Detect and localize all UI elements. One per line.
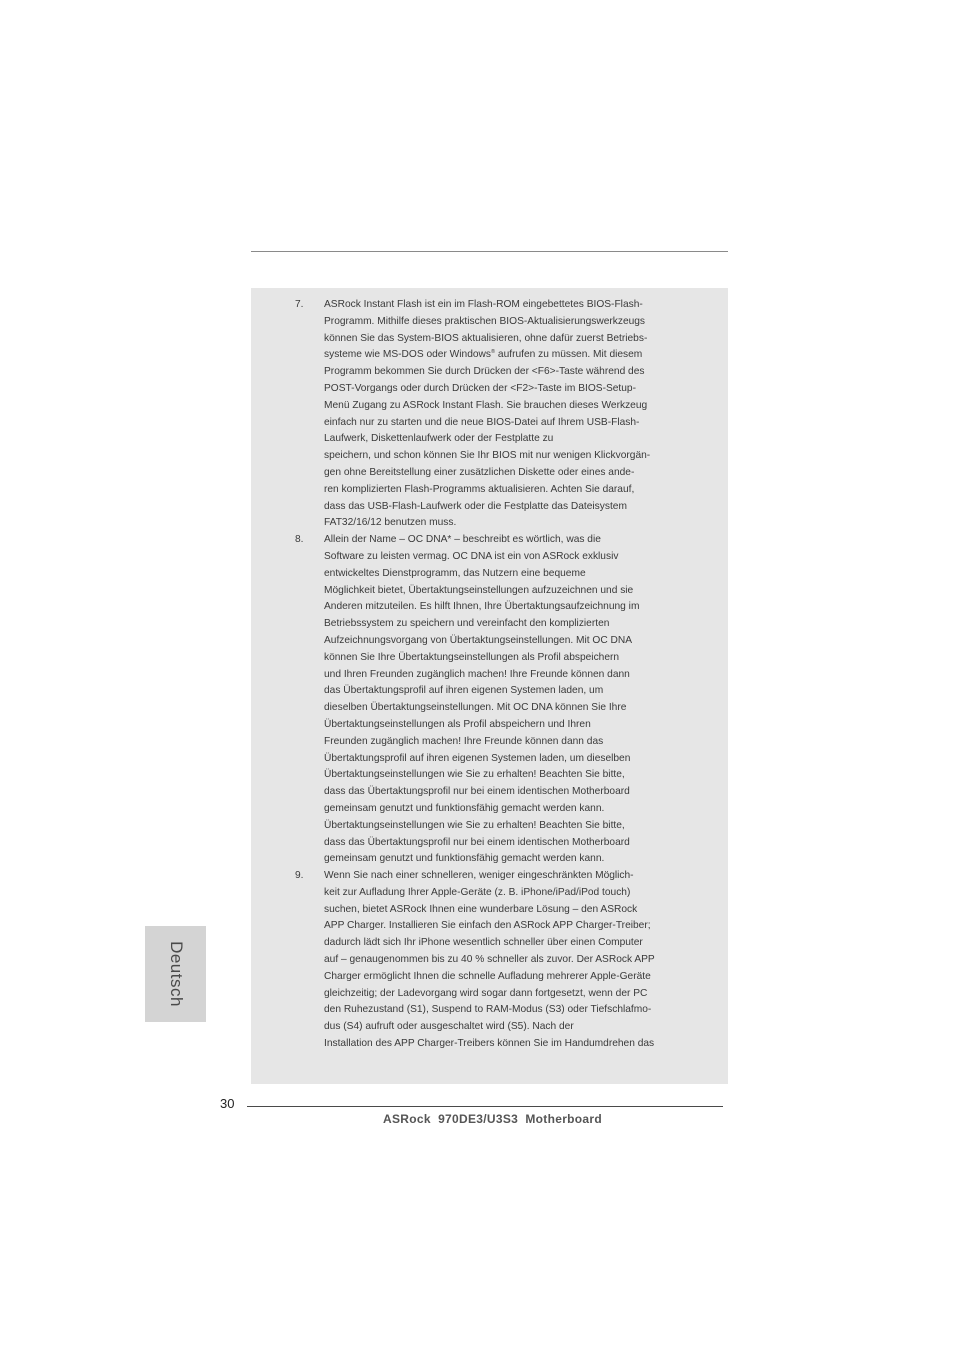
text-line <box>324 415 700 432</box>
text-line-content: und Ihren Freunden zugänglich machen! Ihre Freunde können dann <box>324 668 630 680</box>
list-item-text <box>324 868 700 1053</box>
text-line-content: auf – genaugenommen bis zu 40 % schneller als zuvor. Der ASRock APP <box>324 954 655 966</box>
text-line <box>324 650 700 667</box>
text-line-content: Menü Zugang zu ASRock Instant Flash. Sie brauchen dieses Werkzeug <box>324 399 648 411</box>
text-line-content: Betriebssystem zu speichern und vereinfacht den komplizierten <box>324 618 610 630</box>
list-item-text <box>324 297 700 532</box>
text-line <box>324 751 700 768</box>
text-line-content: Programm bekommen Sie durch Drücken der <F6>-Taste während des <box>324 366 645 378</box>
text-line-content: Installation des APP Charger-Treibers können Sie im Handumdrehen das <box>324 1038 655 1050</box>
text-line <box>324 667 700 684</box>
text-line-content: Möglichkeit bietet, Übertaktungseinstellungen aufzuzeichnen und sie <box>324 584 634 596</box>
text-line-content: Allein der Name – OC DNA* – beschreibt es wörtlich, was die <box>324 534 601 546</box>
list-item-number: 9. <box>295 870 304 882</box>
text-line-content: dadurch lädt sich Ihr iPhone wesentlich schneller über einen Computer <box>324 937 643 949</box>
text-line-content: APP Charger. Installieren Sie einfach den ASRock APP Charger-Treiber; <box>324 920 651 932</box>
text-line <box>324 599 700 616</box>
text-line <box>324 902 700 919</box>
text-line-content: suchen, bietet ASRock Ihnen eine wunderbare Lösung – den ASRock <box>324 903 638 915</box>
text-line-content: können Sie Ihre Übertaktungseinstellungen als Profil abspeichern <box>324 651 620 663</box>
language-tab <box>145 926 206 1022</box>
top-rule <box>251 251 728 252</box>
text-line <box>324 767 700 784</box>
text-line <box>324 1019 700 1036</box>
text-line-content: systeme wie MS-DOS oder Windows <box>324 349 492 361</box>
text-line-content: können Sie das System-BIOS aktualisieren, ohne dafür zuerst Betriebs- <box>324 332 648 344</box>
text-line <box>324 364 700 381</box>
text-line <box>324 347 700 364</box>
list-item <box>290 868 700 1053</box>
text-line-content: Übertaktungseinstellungen wie Sie zu erhalten! Beachten Sie bitte, <box>324 819 625 831</box>
text-line <box>324 801 700 818</box>
text-line-content: dass das Übertaktungsprofil nur bei einem identischen Motherboard <box>324 836 630 848</box>
text-line <box>324 616 700 633</box>
text-line-content: ASRock Instant Flash ist ein im Flash-ROM eingebettetes BIOS-Flash- <box>324 299 643 310</box>
text-line-content: Übertaktungsprofil auf ihren eigenen Systemen laden, um dieselben <box>324 752 631 764</box>
text-line-content: Wenn Sie nach einer schnelleren, weniger eingeschränkten Möglich- <box>324 870 634 882</box>
text-line <box>324 734 700 751</box>
text-line <box>324 331 700 348</box>
text-line-content: Freunden zugänglich machen! Ihre Freunde können dann das <box>324 735 604 747</box>
text-line <box>324 448 700 465</box>
text-line <box>324 1036 700 1053</box>
text-line-tail: aufrufen zu müssen. Mit diesem <box>495 349 643 361</box>
text-line-content: dus (S4) aufruft oder ausgeschaltet wird (S5). Nach der <box>324 1021 574 1033</box>
text-line <box>324 314 700 331</box>
registered-mark: ® <box>491 349 496 356</box>
text-line-content: gemeinsam genutzt und funktionsfähig gemacht werden kann. <box>324 853 605 865</box>
text-line-content: Charger ermöglicht Ihnen die schnelle Aufladung mehrerer Apple-Geräte <box>324 970 651 982</box>
text-line <box>324 818 700 835</box>
list-item <box>290 532 700 868</box>
text-line <box>324 851 700 868</box>
text-line <box>324 297 700 314</box>
text-line-content: ren komplizierten Flash-Programms aktualisieren. Achten Sie darauf, <box>324 483 635 495</box>
text-line-content: Übertaktungseinstellungen wie Sie zu erhalten! Beachten Sie bitte, <box>324 769 625 781</box>
text-line-content: keit zur Aufladung Ihrer Apple-Geräte (z. B. iPhone/iPad/iPod touch) <box>324 886 631 898</box>
language-tab-label: Deutsch <box>166 941 186 1007</box>
text-line <box>324 532 700 549</box>
text-line <box>324 465 700 482</box>
text-line <box>324 381 700 398</box>
text-line-content: Programm. Mithilfe dieses praktischen BIOS-Aktualisierungswerkzeugs <box>324 315 646 327</box>
text-line <box>324 935 700 952</box>
text-line <box>324 868 700 885</box>
text-line-content: Laufwerk, Diskettenlaufwerk oder der Festplatte zu <box>324 433 554 445</box>
text-line <box>324 549 700 566</box>
text-line <box>324 918 700 935</box>
list-item-number: 7. <box>295 299 304 310</box>
text-line-content: Anderen mitzuteilen. Es hilft Ihnen, Ihre Übertaktungsaufzeichnung im <box>324 601 640 613</box>
text-line-content: das Übertaktungsprofil auf ihren eigenen Systemen laden, um <box>324 685 604 697</box>
text-line-content: Aufzeichnungsvorgang von Übertaktungseinstellungen. Mit OC DNA <box>324 634 633 646</box>
text-line-content: FAT32/16/12 benutzen muss. <box>324 517 457 529</box>
footer-rule <box>247 1106 723 1107</box>
text-line <box>324 515 700 532</box>
text-line <box>324 784 700 801</box>
list-item-text <box>324 532 700 868</box>
text-line-content: gen ohne Bereitstellung einer zusätzlichen Diskette oder eines ande- <box>324 466 635 478</box>
list-item <box>290 297 700 532</box>
text-line-content: den Ruhezustand (S1), Suspend to RAM-Modus (S3) oder Tiefschlafmo- <box>324 1004 652 1016</box>
text-line <box>324 482 700 499</box>
text-line-content: entwickeltes Dienstprogramm, das Nutzern eine bequeme <box>324 567 586 579</box>
text-line <box>324 700 700 717</box>
text-line <box>324 986 700 1003</box>
text-line-content: dass das USB-Flash-Laufwerk oder die Festplatte das Dateisystem <box>324 500 627 512</box>
numbered-list <box>290 297 700 1053</box>
text-line <box>324 583 700 600</box>
text-line-content: gemeinsam genutzt und funktionsfähig gemacht werden kann. <box>324 802 605 814</box>
text-line <box>324 717 700 734</box>
text-line-content: einfach nur zu starten und die neue BIOS-Datei auf Ihrem USB-Flash- <box>324 416 640 428</box>
text-line-content: Übertaktungseinstellungen als Profil abspeichern und Ihren <box>324 718 591 730</box>
text-line <box>324 398 700 415</box>
text-line <box>324 835 700 852</box>
text-line-content: gleichzeitig; der Ladevorgang wird sogar dann fortgesetzt, wenn der PC <box>324 987 648 999</box>
text-line-content: speichern, und schon können Sie Ihr BIOS mit nur wenigen Klickvorgän- <box>324 450 651 462</box>
text-line <box>324 431 700 448</box>
text-line <box>324 885 700 902</box>
text-line-content: dieselben Übertaktungseinstellungen. Mit OC DNA können Sie Ihre <box>324 702 627 714</box>
list-item-number: 8. <box>295 534 304 546</box>
text-line <box>324 499 700 516</box>
page-number: 30 <box>220 1096 235 1111</box>
text-line <box>324 633 700 650</box>
text-line-content: POST-Vorgangs oder durch Drücken der <F2>-Taste im BIOS-Setup- <box>324 382 636 394</box>
text-line <box>324 683 700 700</box>
text-line <box>324 566 700 583</box>
text-line-content: Software zu leisten vermag. OC DNA ist ein von ASRock exklusiv <box>324 550 619 562</box>
text-line <box>324 969 700 986</box>
text-line-content: dass das Übertaktungsprofil nur bei einem identischen Motherboard <box>324 786 630 798</box>
text-line <box>324 1002 700 1019</box>
text-line <box>324 952 700 969</box>
footer-title: ASRock 970DE3/U3S3 Motherboard <box>383 1112 602 1126</box>
